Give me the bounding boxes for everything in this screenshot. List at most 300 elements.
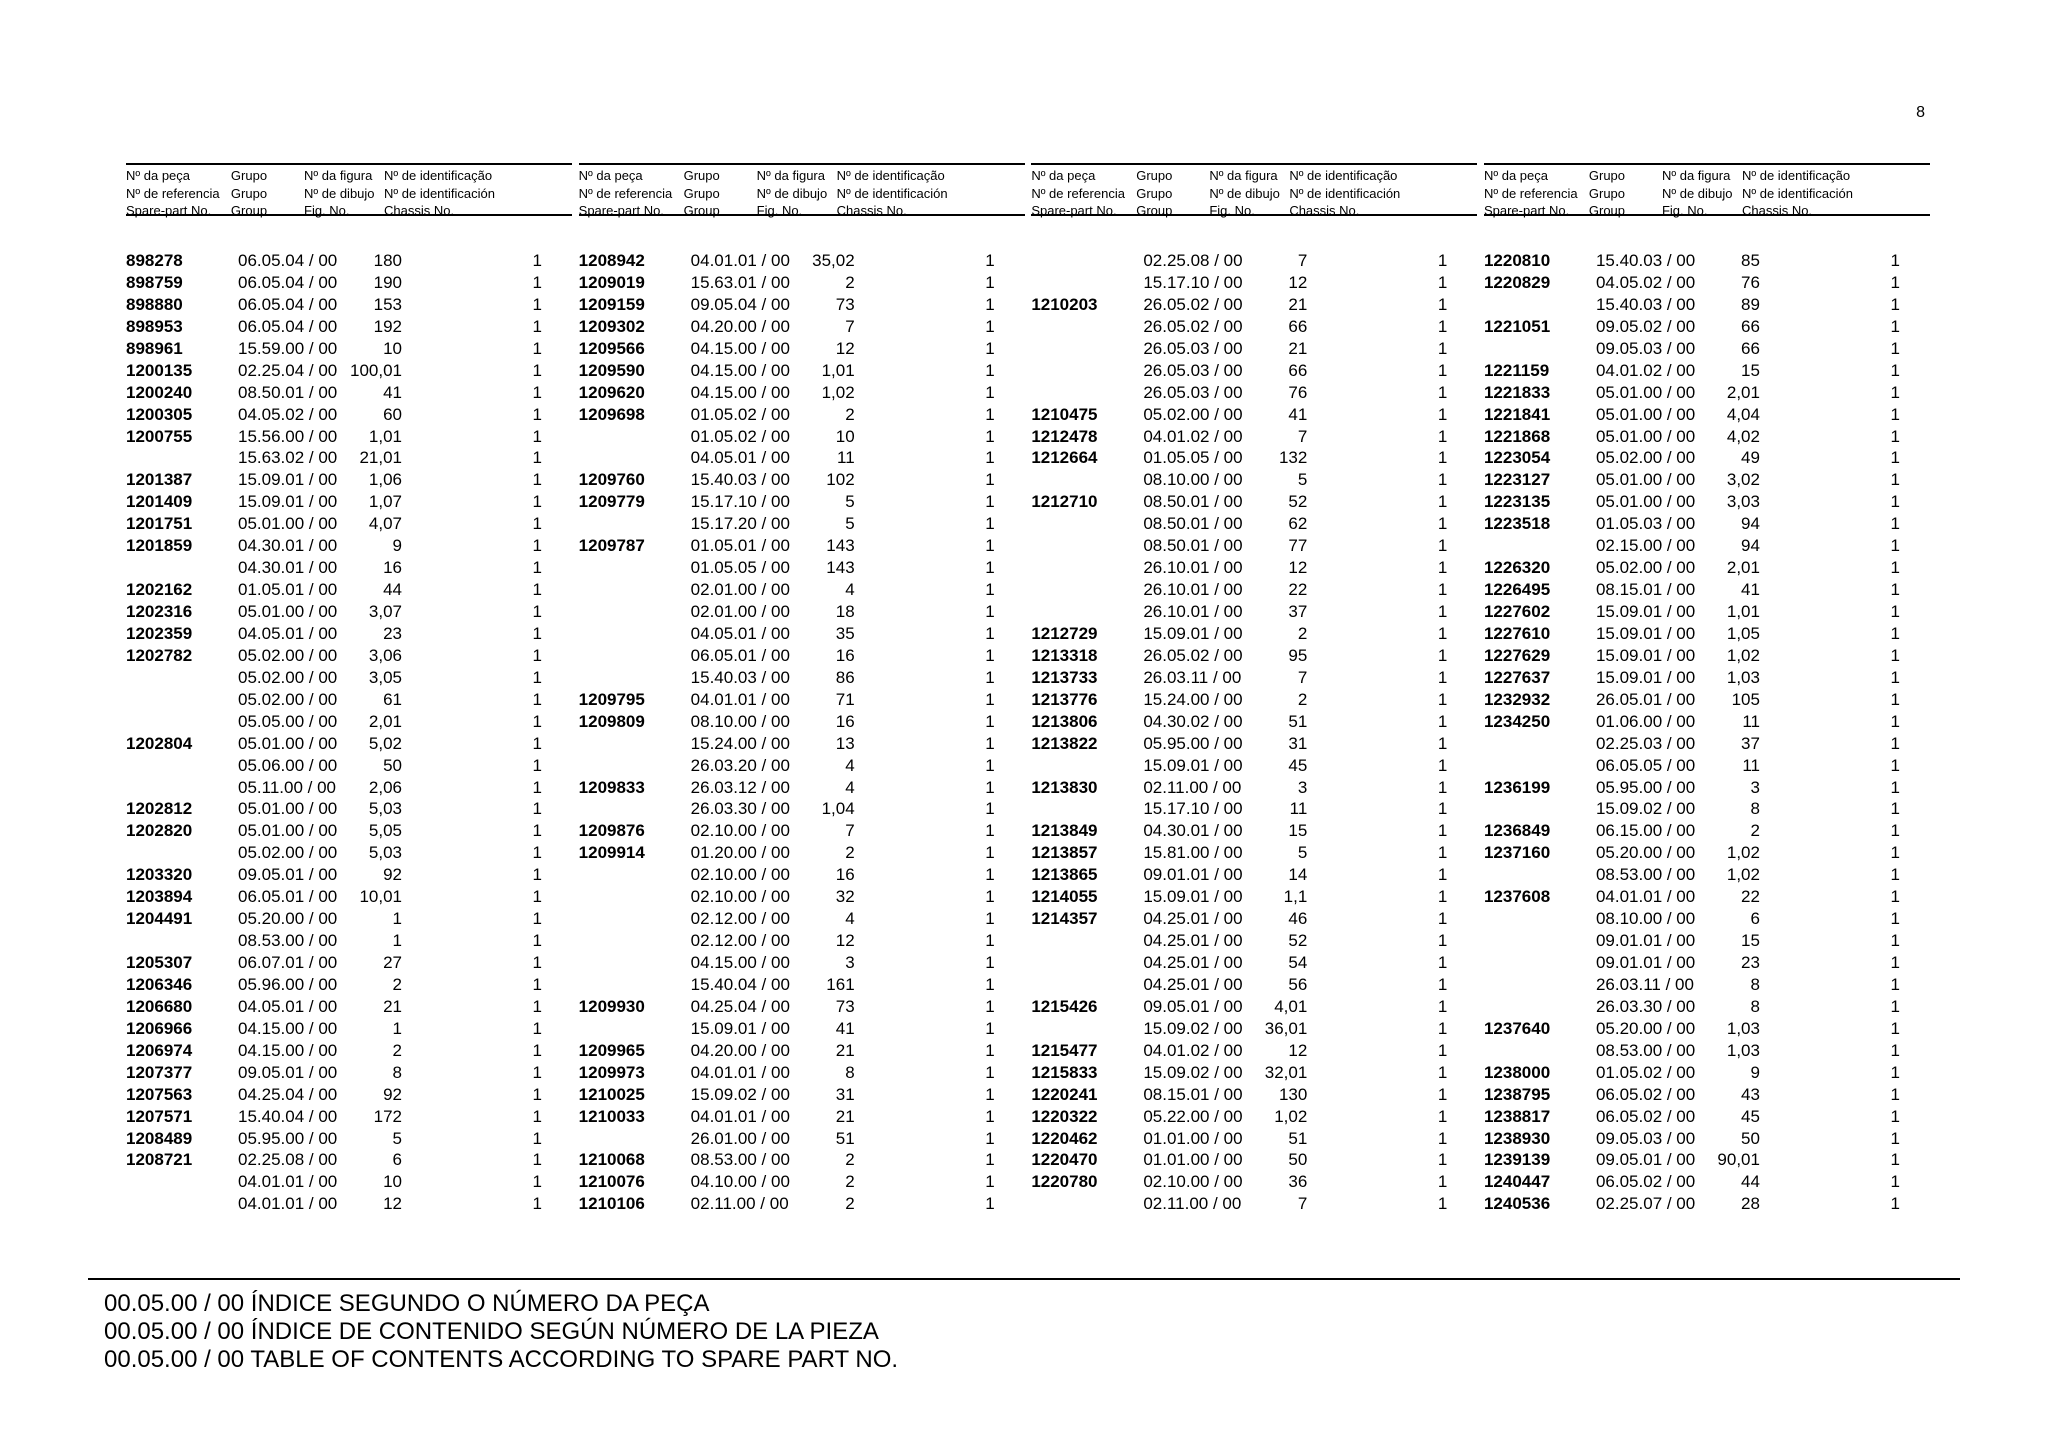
table-row (579, 1106, 1025, 1128)
group-code: 26.05.02 / 00 (1143, 316, 1243, 336)
table-row (1031, 842, 1477, 864)
part-number: 1201409 (126, 492, 193, 512)
chassis-number: 1 (1437, 777, 1448, 797)
figure-number: 5,05 (368, 821, 402, 841)
chassis-number: 1 (1890, 821, 1900, 841)
part-number: 1209809 (578, 711, 645, 731)
group-code: 04.01.01 / 00 (690, 689, 790, 709)
table-row (1031, 820, 1477, 842)
group-code: 06.05.02 / 00 (1595, 1084, 1696, 1104)
part-number: 1210033 (578, 1106, 645, 1126)
table-header (579, 163, 1025, 216)
chassis-number: 1 (1437, 909, 1448, 929)
chassis-number: 1 (1890, 645, 1900, 665)
figure-number: 4 (845, 755, 855, 775)
group-code: 02.25.04 / 00 (238, 360, 338, 380)
chassis-number: 1 (532, 294, 542, 314)
figure-number: 1,02 (1726, 645, 1760, 665)
table-row (579, 447, 1025, 469)
figure-number: 1,05 (1726, 623, 1760, 643)
group-code: 05.02.00 / 00 (238, 645, 338, 665)
group-code: 04.30.02 / 00 (1143, 711, 1243, 731)
part-number: 1221841 (1483, 404, 1551, 424)
table-row (1484, 316, 1930, 338)
figure-number: 8 (392, 1062, 402, 1082)
group-code: 06.05.04 / 00 (238, 251, 338, 270)
figure-number: 52 (1288, 931, 1308, 951)
figure-number: 105 (1731, 689, 1760, 709)
header-part (126, 167, 220, 220)
group-code: 15.17.10 / 00 (1143, 799, 1243, 819)
group-code: 05.01.00 / 00 (238, 821, 338, 841)
chassis-number: 1 (1890, 404, 1900, 424)
group-code: 26.03.30 / 00 (1595, 996, 1696, 1016)
table-row (1484, 338, 1930, 360)
chassis-number: 1 (532, 448, 542, 468)
part-number (1484, 338, 1596, 360)
table-row (1484, 491, 1930, 513)
chassis-number: 1 (985, 711, 995, 731)
table-row (126, 1106, 572, 1128)
part-number: 1202820 (126, 821, 193, 841)
table-row (1484, 667, 1930, 689)
group-code: 15.17.20 / 00 (690, 514, 790, 534)
part-number: 1215833 (1031, 1062, 1098, 1082)
part-number (579, 557, 691, 579)
part-number: 1210025 (578, 1084, 645, 1104)
part-number (1031, 535, 1143, 557)
chassis-number: 1 (985, 1062, 995, 1082)
group-code: 04.05.01 / 00 (238, 623, 338, 643)
header-figure-line: Fig. No. (1209, 203, 1255, 218)
figure-number: 2 (392, 1040, 402, 1060)
part-number: 1221051 (1483, 316, 1551, 336)
chassis-number: 1 (1890, 360, 1900, 380)
chassis-number: 1 (985, 996, 995, 1016)
part-number: 1237640 (1483, 1018, 1551, 1038)
table-row (1484, 1171, 1930, 1193)
figure-number: 8 (1750, 974, 1760, 994)
table-row (579, 689, 1025, 711)
figure-number: 28 (1741, 1194, 1760, 1214)
part-number: 1209914 (578, 843, 645, 863)
part-number: 1210106 (578, 1194, 645, 1214)
header-figure-line: Nº de dibujo (1209, 185, 1280, 201)
part-number: 1209159 (578, 294, 645, 314)
part-number: 1201859 (126, 536, 193, 556)
part-number: 1214055 (1031, 887, 1098, 907)
chassis-number: 1 (532, 689, 542, 709)
table-row (1031, 645, 1477, 667)
chassis-number: 1 (1437, 1084, 1448, 1104)
table-row (1031, 623, 1477, 645)
chassis-number: 1 (1890, 272, 1900, 292)
group-code: 05.01.00 / 00 (1595, 404, 1696, 424)
figure-number: 5 (392, 1128, 402, 1148)
table-row (579, 1149, 1025, 1171)
figure-number: 9 (1750, 1062, 1760, 1082)
group-code: 15.09.01 / 00 (1143, 755, 1243, 775)
figure-number: 21 (1288, 338, 1308, 358)
header-figure (1195, 167, 1289, 220)
figure-number: 50 (383, 755, 402, 775)
part-number (579, 798, 691, 820)
chassis-number: 1 (1890, 1172, 1900, 1192)
chassis-number: 1 (532, 667, 542, 687)
part-number: 1208489 (126, 1128, 193, 1148)
part-number: 1237160 (1483, 843, 1551, 863)
group-code: 09.05.01 / 00 (238, 865, 338, 885)
header-part-line: Nº de referencia (1031, 185, 1125, 201)
figure-number: 1,07 (368, 492, 402, 512)
figure-number: 86 (835, 667, 855, 687)
table-row (579, 513, 1025, 535)
table-row (1031, 798, 1477, 820)
group-code: 04.01.02 / 00 (1595, 360, 1696, 380)
group-code: 15.09.02 / 00 (690, 1084, 790, 1104)
header-chassis (837, 167, 1025, 220)
table-row (1484, 426, 1930, 448)
group-code: 02.25.03 / 00 (1595, 733, 1696, 753)
table-row (1031, 316, 1477, 338)
group-code: 01.05.02 / 00 (690, 404, 790, 424)
table-row (579, 294, 1025, 316)
figure-number: 85 (1741, 251, 1760, 270)
header-figure-line: Nº de dibujo (304, 185, 375, 201)
chassis-number: 1 (532, 909, 542, 929)
figure-number: 2 (845, 1150, 855, 1170)
figure-number: 4,01 (1274, 996, 1308, 1016)
group-code: 05.02.00 / 00 (1595, 558, 1696, 578)
group-code: 04.30.01 / 00 (238, 536, 338, 556)
part-number (126, 777, 238, 799)
chassis-number: 1 (1890, 426, 1900, 446)
figure-number: 41 (1741, 580, 1760, 600)
group-code: 06.05.04 / 00 (238, 272, 338, 292)
chassis-number: 1 (985, 602, 995, 621)
part-number: 1220810 (1483, 251, 1551, 270)
table-row (579, 1128, 1025, 1150)
chassis-number: 1 (1890, 448, 1900, 468)
chassis-number: 1 (1437, 1194, 1448, 1214)
figure-number: 49 (1741, 448, 1760, 468)
chassis-number: 1 (985, 1040, 995, 1060)
group-code: 15.40.04 / 00 (238, 1106, 338, 1126)
chassis-number: 1 (1437, 470, 1448, 490)
figure-number: 66 (1741, 316, 1760, 336)
table-block (1484, 163, 1930, 1215)
table-row (579, 557, 1025, 579)
group-code: 04.15.00 / 00 (238, 1018, 338, 1038)
chassis-number: 1 (532, 558, 542, 578)
part-number: 1203320 (126, 865, 193, 885)
part-number: 1206346 (126, 974, 193, 994)
group-code: 06.05.01 / 00 (690, 645, 790, 665)
group-code: 26.03.12 / 00 (690, 777, 790, 797)
header-part-line: Spare-part No. (126, 203, 212, 218)
figure-number: 1,03 (1726, 667, 1760, 687)
chassis-number: 1 (1437, 953, 1448, 972)
figure-number: 11 (837, 448, 855, 468)
part-number: 1202804 (126, 733, 193, 753)
table-row (126, 952, 572, 974)
figure-number: 180 (373, 251, 402, 270)
group-code: 04.01.01 / 00 (238, 1172, 338, 1192)
figure-number: 13 (835, 733, 855, 753)
figure-number: 77 (1288, 536, 1308, 556)
chassis-number: 1 (532, 1150, 542, 1170)
header-group-line: Group (683, 203, 720, 218)
table-row (579, 535, 1025, 557)
figure-number: 12 (835, 338, 855, 358)
table-row (126, 382, 572, 404)
group-code: 15.09.01 / 00 (1595, 645, 1696, 665)
chassis-number: 1 (1890, 251, 1900, 270)
chassis-number: 1 (532, 1062, 542, 1082)
table-row (1031, 1040, 1477, 1062)
chassis-number: 1 (1890, 602, 1900, 621)
chassis-number: 1 (1890, 909, 1900, 929)
header-figure (1648, 167, 1742, 220)
table-row (579, 1062, 1025, 1084)
table-row (126, 579, 572, 601)
table-row (1484, 272, 1930, 294)
group-code: 15.09.01 / 00 (1595, 602, 1696, 621)
table-row (1484, 645, 1930, 667)
part-number: 1238000 (1483, 1062, 1551, 1082)
group-code: 26.03.20 / 00 (690, 755, 790, 775)
chassis-number: 1 (985, 755, 995, 775)
part-number (1031, 469, 1143, 491)
figure-number: 1,01 (368, 426, 402, 446)
group-code: 09.01.01 / 00 (1595, 953, 1696, 972)
chassis-number: 1 (1437, 294, 1448, 314)
header-chassis-line: Nº de identificação (836, 168, 945, 183)
chassis-number: 1 (985, 1018, 995, 1038)
chassis-number: 1 (1890, 799, 1900, 819)
group-code: 02.10.00 / 00 (690, 887, 790, 907)
part-number (126, 755, 238, 777)
group-code: 05.02.00 / 00 (238, 667, 338, 687)
group-code: 01.05.01 / 00 (238, 580, 338, 600)
page-number: 8 (1916, 104, 1925, 121)
figure-number: 94 (1741, 514, 1760, 534)
group-code: 26.03.11 / 00 (1143, 667, 1242, 687)
chassis-number: 1 (532, 1106, 542, 1126)
header-group-line: Grupo (1588, 168, 1626, 183)
figure-number: 1,02 (1274, 1106, 1308, 1126)
footer-title (104, 1290, 898, 1374)
part-number: 1240536 (1483, 1194, 1551, 1214)
group-code: 05.20.00 / 00 (238, 909, 338, 929)
part-number (1484, 798, 1596, 820)
part-number: 1221868 (1483, 426, 1551, 446)
part-number: 1206966 (126, 1018, 193, 1038)
figure-number: 1,02 (1726, 865, 1760, 885)
part-number: 1237608 (1483, 887, 1551, 907)
chassis-number: 1 (1890, 689, 1900, 709)
chassis-number: 1 (985, 667, 995, 687)
table-row (1484, 952, 1930, 974)
table-row (126, 360, 572, 382)
group-code: 05.01.00 / 00 (1595, 470, 1696, 490)
part-number (579, 1018, 691, 1040)
part-number (1031, 974, 1143, 996)
chassis-number: 1 (532, 470, 542, 490)
part-number: 1210203 (1031, 294, 1098, 314)
table-row (126, 469, 572, 491)
figure-number: 1,03 (1726, 1018, 1760, 1038)
table-row (1031, 469, 1477, 491)
group-code: 05.95.00 / 00 (1143, 733, 1243, 753)
chassis-number: 1 (1890, 931, 1900, 951)
group-code: 08.53.00 / 00 (238, 931, 338, 951)
table-row (126, 426, 572, 448)
part-number: 1202812 (126, 799, 193, 819)
chassis-number: 1 (985, 777, 995, 797)
figure-number: 73 (835, 996, 855, 1016)
table-row (1031, 360, 1477, 382)
figure-number: 37 (1288, 602, 1308, 621)
group-code: 06.05.02 / 00 (1595, 1172, 1696, 1192)
table-row (579, 755, 1025, 777)
figure-number: 5,02 (368, 733, 402, 753)
figure-number: 31 (835, 1084, 855, 1104)
table-row (1484, 733, 1930, 755)
table-row (1031, 491, 1477, 513)
group-code: 01.20.00 / 00 (690, 843, 790, 863)
part-number (579, 755, 691, 777)
table-row (1031, 447, 1477, 469)
part-number: 1210076 (578, 1172, 645, 1192)
part-number: 898278 (126, 251, 183, 270)
table-row (579, 711, 1025, 733)
figure-number: 23 (383, 623, 402, 643)
group-code: 15.09.01 / 00 (690, 1018, 790, 1038)
figure-number: 31 (1288, 733, 1308, 753)
group-code: 15.40.03 / 00 (1595, 294, 1696, 314)
group-code: 01.05.02 / 00 (1595, 1062, 1696, 1082)
group-code: 04.01.02 / 00 (1143, 1040, 1243, 1060)
figure-number: 12 (1288, 558, 1308, 578)
group-code: 09.05.02 / 00 (1595, 316, 1696, 336)
part-number: 1209019 (578, 272, 645, 292)
figure-number: 2,01 (1726, 382, 1760, 402)
figure-number: 45 (1288, 755, 1308, 775)
table-row (579, 426, 1025, 448)
group-code: 05.95.00 / 00 (238, 1128, 338, 1148)
table-row (579, 1193, 1025, 1215)
table-row (126, 711, 572, 733)
group-code: 09.05.01 / 00 (1595, 1150, 1696, 1170)
chassis-number: 1 (985, 448, 995, 468)
chassis-number: 1 (1890, 470, 1900, 490)
chassis-number: 1 (985, 909, 995, 929)
group-code: 04.01.01 / 00 (238, 1194, 338, 1214)
part-number: 1212664 (1031, 448, 1098, 468)
chassis-number: 1 (532, 953, 542, 972)
group-code: 26.05.02 / 00 (1143, 294, 1243, 314)
table-row (1031, 294, 1477, 316)
group-code: 08.15.01 / 00 (1143, 1084, 1243, 1104)
table-row (126, 1193, 572, 1215)
group-code: 05.02.00 / 00 (238, 843, 338, 863)
group-code: 05.01.00 / 00 (1595, 492, 1696, 512)
table-row (579, 1018, 1025, 1040)
group-code: 08.50.01 / 00 (238, 382, 338, 402)
figure-number: 15 (1741, 360, 1760, 380)
table-row (579, 842, 1025, 864)
part-number: 1202316 (126, 602, 193, 621)
figure-number: 51 (835, 1128, 855, 1148)
chassis-number: 1 (1437, 996, 1448, 1016)
group-code: 04.30.01 / 00 (1143, 821, 1243, 841)
group-code: 15.17.10 / 00 (690, 492, 790, 512)
figure-number: 66 (1741, 338, 1760, 358)
header-figure-line: Nº da figura (304, 168, 373, 183)
part-number (579, 886, 691, 908)
part-number: 1201751 (126, 514, 193, 534)
table-row (126, 886, 572, 908)
group-code: 08.10.00 / 00 (1143, 470, 1243, 490)
part-number: 1209795 (578, 689, 645, 709)
table-row (1031, 1149, 1477, 1171)
figure-number: 2,01 (368, 711, 402, 731)
group-code: 02.01.00 / 00 (690, 602, 790, 621)
part-number (1031, 798, 1143, 820)
figure-number: 76 (1288, 382, 1308, 402)
figure-number: 60 (383, 404, 402, 424)
chassis-number: 1 (1437, 580, 1448, 600)
figure-number: 15 (1288, 821, 1308, 841)
table-row (1031, 908, 1477, 930)
table-row (1484, 623, 1930, 645)
part-number (579, 447, 691, 469)
chassis-number: 1 (532, 251, 542, 270)
table-row (126, 623, 572, 645)
figure-number: 7 (1297, 667, 1308, 687)
table-body (1031, 250, 1477, 1215)
table-row (1031, 1062, 1477, 1084)
part-number (579, 579, 691, 601)
figure-number: 21 (835, 1106, 855, 1126)
chassis-number: 1 (1437, 360, 1448, 380)
chassis-number: 1 (985, 799, 995, 819)
table-row (126, 250, 572, 272)
chassis-number: 1 (1437, 382, 1448, 402)
chassis-number: 1 (985, 294, 995, 314)
figure-number: 21,01 (359, 448, 402, 468)
group-code: 15.63.02 / 00 (238, 448, 338, 468)
part-number: 1207377 (126, 1062, 193, 1082)
figure-number: 50 (1741, 1128, 1760, 1148)
figure-number: 12 (383, 1194, 402, 1214)
figure-number: 23 (1741, 953, 1760, 972)
group-code: 05.11.00 / 00 (238, 777, 336, 797)
table-row (1031, 272, 1477, 294)
header-chassis-line: Nº de identificación (1741, 185, 1853, 201)
header-group-line: Grupo (683, 185, 720, 201)
part-number: 1200135 (126, 360, 193, 380)
table-row (579, 360, 1025, 382)
table-row (126, 601, 572, 623)
part-number (1031, 1018, 1143, 1040)
part-number (1031, 360, 1143, 382)
figure-number: 4 (845, 909, 855, 929)
figure-number: 11 (1742, 711, 1760, 731)
group-code: 05.01.00 / 00 (1595, 382, 1696, 402)
footer-line-es: 00.05.00 / 00 ÍNDICE DE CONTENIDO SEGÚN NÚMERO DE LA PIEZA (104, 1318, 879, 1345)
